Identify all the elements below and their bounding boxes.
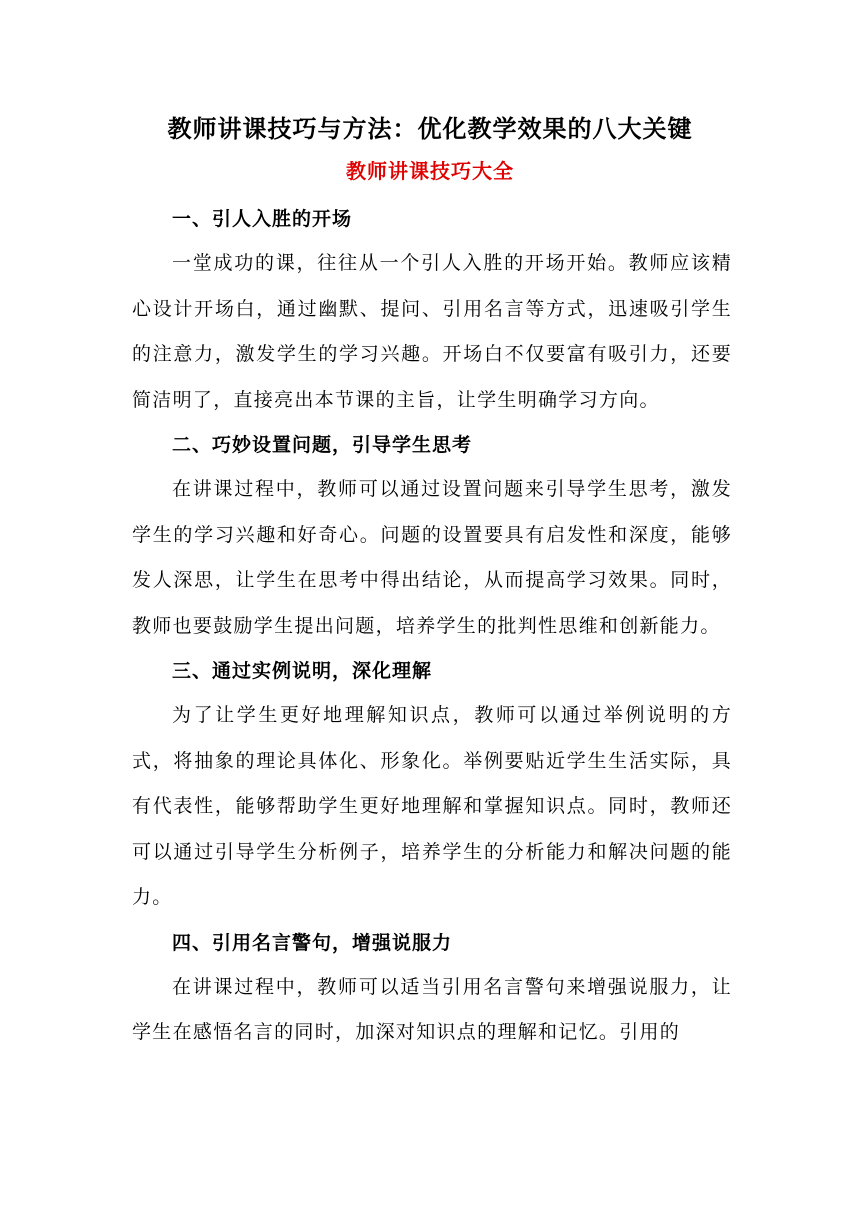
section-paragraph-4: 在讲课过程中，教师可以适当引用名言警句来增强说服力，让学生在感悟名言的同时，加深对知识点的理解和记忆。引用的 [132, 975, 732, 1043]
document-title: 教师讲课技巧与方法：优化教学效果的八大关键 [167, 114, 693, 143]
section-paragraph-3: 为了让学生更好地理解知识点，教师可以通过举例说明的方式，将抽象的理论具体化、形象化。举例要贴近学生生活实际，具有代表性，能够帮助学生更好地理解和掌握知识点。同时，教师还可以通过引导学生分析例子，培养学生的分析能力和解决问题的能力。 [132, 704, 732, 908]
section-heading-3: 三、通过实例说明，深化理解 [172, 660, 433, 682]
section-paragraph-1: 一堂成功的课，往往从一个引人入胜的开场开始。教师应该精心设计开场白，通过幽默、提问、引用名言等方式，迅速吸引学生的注意力，激发学生的学习兴趣。开场白不仅要富有吸引力，还要简洁明了，直接亮出本节课的主旨，让学生明确学习方向。 [132, 252, 732, 411]
document-body [132, 197, 732, 1056]
section-heading-2: 二、巧妙设置问题，引导学生思考 [172, 434, 473, 456]
document-subtitle: 教师讲课技巧大全 [346, 159, 514, 183]
section-heading-1: 一、引人入胜的开场 [172, 208, 353, 230]
section-heading-4: 四、引用名言警句，增强说服力 [172, 931, 453, 954]
section-paragraph-2: 在讲课过程中，教师可以通过设置问题来引导学生思考，激发学生的学习兴趣和好奇心。问题的设置要具有启发性和深度，能够发人深思，让学生在思考中得出结论，从而提高学习效果。同时，教师也要鼓励学生提出问题，培养学生的批判性思维和创新能力。 [132, 478, 732, 637]
